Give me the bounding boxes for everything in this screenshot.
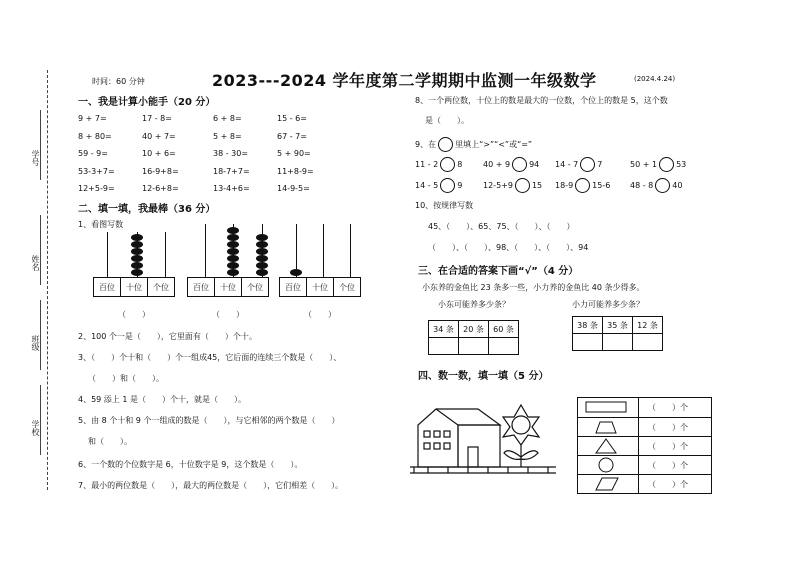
answer-blank-3: （ ） (304, 310, 336, 319)
dong-options-table: 34 条 20 条 60 条 (428, 320, 519, 355)
compare-circle-icon[interactable] (512, 157, 527, 172)
dong-check-2[interactable] (459, 338, 489, 355)
compare-item: 48 - 8 40 (630, 178, 682, 193)
answer-blank-2: （ ） (212, 310, 244, 319)
q3-text-cont: （ ）和（ ）。 (88, 374, 164, 383)
q4-text: 4、59 添上 1 是（ ）个十，就是（ ）。 (78, 395, 246, 404)
compare-item: 40 + 9 94 (483, 157, 539, 172)
q9-text: 9、在 里填上“>”“<”或“=” (415, 137, 532, 152)
shape-row (578, 455, 711, 475)
calc-item: 9 + 7= (78, 114, 107, 123)
place-table-1: 百位 十位 个位 (93, 277, 175, 297)
calc-item: 40 + 7= (142, 131, 176, 141)
shape-row (578, 417, 711, 437)
dong-check-3[interactable] (489, 338, 519, 355)
para-shape-icon (578, 475, 639, 494)
calc-item: 15 - 6= (277, 114, 307, 123)
calc-item: 5 + 8= (213, 131, 242, 141)
id-line (40, 110, 41, 180)
side-label-school: 学校 (31, 420, 40, 436)
name-line (40, 215, 41, 285)
q5-text: 5、由 8 个十和 9 个一组成的数是（ ），与它相邻的两个数是（ ） (78, 416, 340, 425)
compare-item: 14 - 7 7 (555, 157, 602, 172)
side-label-id: 学号 (31, 150, 40, 166)
compare-item: 50 + 1 53 (630, 157, 686, 172)
compare-circle-icon[interactable] (440, 157, 455, 172)
calc-item: 8 + 80= (78, 131, 112, 141)
answer-blank-1: （ ） (118, 310, 150, 319)
count-blank[interactable]: （ ）个 (648, 442, 688, 451)
shape-row (578, 474, 711, 494)
calc-item: 16-9+8= (142, 166, 179, 176)
q10-seq-1: 45、（ ）、65、75、（ ）、（ ） (428, 222, 575, 231)
count-blank[interactable]: （ ）个 (648, 480, 688, 489)
calc-item: 59 - 9= (78, 149, 108, 158)
compare-circle-icon[interactable] (580, 157, 595, 172)
q10-text: 10、按规律写数 (415, 201, 474, 210)
calc-item: 67 - 7= (277, 131, 307, 141)
li-question: 小力可能养多少条？ (572, 300, 644, 309)
compare-circle-icon (438, 137, 453, 152)
side-label-name: 姓名 (31, 255, 40, 271)
compare-circle-icon[interactable] (655, 178, 670, 193)
sec1-heading: 一、我是计算小能手（20 分） (78, 97, 216, 108)
compare-circle-icon[interactable] (575, 178, 590, 193)
page-title: 2023---2024 学年度第二学期期中监测一年级数学 (212, 71, 597, 90)
calc-item: 13-4+6= (213, 184, 250, 193)
compare-item: 14 - 5 9 (415, 178, 462, 193)
li-options-table: 38 条 35 条 12 条 (572, 316, 663, 351)
sec4-heading: 四、数一数，填一填（5 分） (418, 371, 549, 382)
compare-item: 12-5+9 15 (483, 178, 542, 193)
school-line (40, 385, 41, 455)
count-blank[interactable]: （ ）个 (648, 461, 688, 470)
dong-check-1[interactable] (429, 338, 459, 355)
calc-item: 11+8-9= (277, 166, 314, 176)
q3-text: 3、（ ）个十和（ ）个一组成45，它后面的连续三个数是（ ）、 (78, 353, 342, 362)
li-check-2[interactable] (603, 334, 633, 351)
circle-shape-icon (578, 456, 639, 475)
count-blank[interactable]: （ ）个 (648, 423, 688, 432)
trap-shape-icon (578, 418, 639, 437)
compare-item: 18-9 15-6 (555, 178, 610, 193)
calc-item: 53-3+7= (78, 166, 115, 176)
calc-item: 38 - 30= (213, 149, 249, 158)
side-label-class: 班级 (31, 335, 40, 351)
compare-circle-icon[interactable] (440, 178, 455, 193)
count-blank[interactable]: （ ）个 (648, 403, 688, 412)
q10-seq-2: （ ）、（ ）、98、（ ）、（ ）、94 (428, 243, 589, 252)
shape-row (578, 436, 711, 456)
rect-shape-icon (578, 398, 639, 417)
calc-item: 12-6+8= (142, 184, 179, 193)
exam-time: 时间：60 分钟 (92, 77, 145, 86)
calc-item: 18-7+7= (213, 166, 250, 176)
calc-item: 17 - 8= (142, 114, 172, 123)
tri-shape-icon (578, 437, 639, 456)
exam-date: (2024.4.24) (634, 75, 676, 83)
compare-item: 11 - 2 8 (415, 157, 462, 172)
sec2-heading: 二、填一填，我最棒（36 分） (78, 204, 216, 215)
sec3-problem: 小东养的金鱼比 23 条多一些，小力养的金鱼比 40 条少得多。 (422, 283, 645, 292)
q8-text: 8、一个两位数，十位上的数是最大的一位数，个位上的数是 5，这个数 (415, 96, 668, 105)
compare-circle-icon[interactable] (515, 178, 530, 193)
dong-question: 小东可能养多少条？ (438, 300, 510, 309)
q2-text: 2、100 个一是（ ），它里面有（ ）个十。 (78, 332, 257, 341)
li-check-1[interactable] (573, 334, 603, 351)
shape-row (578, 398, 711, 417)
li-check-3[interactable] (633, 334, 663, 351)
class-line (40, 300, 41, 370)
calc-item: 12+5-9= (78, 184, 115, 193)
q8-text-cont: 是（ ）。 (425, 116, 469, 125)
q6-text: 6、一个数的个位数字是 6，十位数字是 9，这个数是（ ）。 (78, 460, 303, 469)
calc-item: 5 + 90= (277, 149, 311, 158)
house-flower-drawing (408, 395, 558, 485)
q5-text-cont: 和（ ）。 (88, 437, 132, 446)
place-table-3: 百位 十位 个位 (279, 277, 361, 297)
calc-item: 14-9-5= (277, 184, 310, 193)
calc-item: 6 + 8= (213, 114, 242, 123)
binding-line (47, 70, 48, 490)
calc-item: 10 + 6= (142, 149, 176, 158)
sec3-heading: 三、在合适的答案下画“√”（4 分） (418, 266, 579, 277)
place-table-2: 百位 十位 个位 (187, 277, 269, 297)
compare-circle-icon[interactable] (659, 157, 674, 172)
q1-text: 1、看图写数 (78, 220, 124, 229)
q7-text: 7、最小的两位数是（ ），最大的两位数是（ ），它们相差（ ）。 (78, 481, 344, 490)
